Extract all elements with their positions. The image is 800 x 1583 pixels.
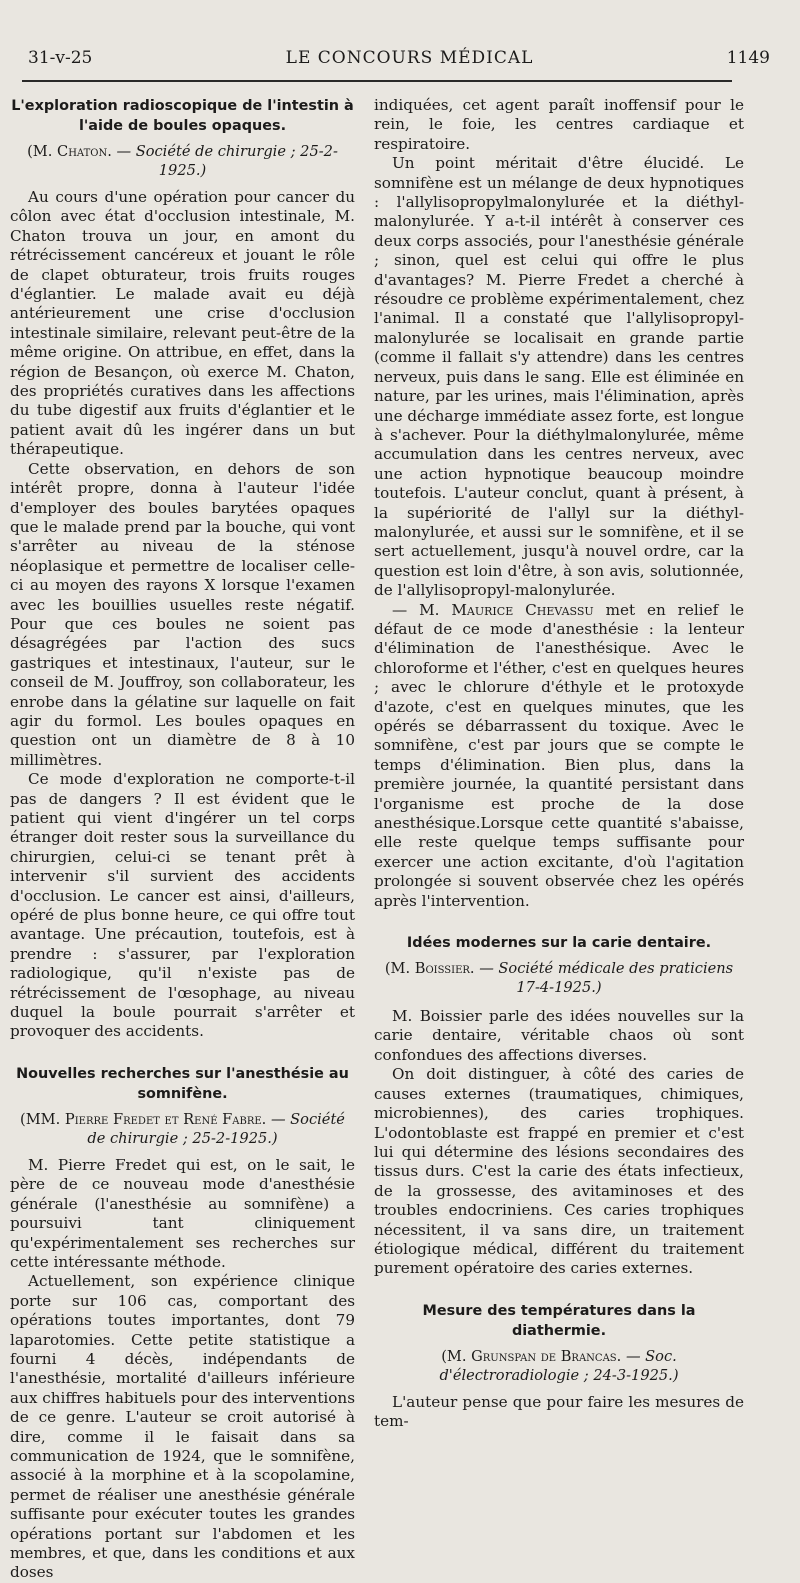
article-title: Idées modernes sur la carie dentaire. xyxy=(406,935,712,952)
article-author: (M. Boissier. xyxy=(384,960,475,978)
article-title: L'exploration radioscopique de l'intestin à l'aide de boules opaques. xyxy=(11,98,354,134)
paragraph: L'auteur pense que pour faire les mesures de tem- xyxy=(374,1392,744,1431)
left-column xyxy=(10,96,355,1583)
paragraph: M. Boissier parle des idées nouvelles sur la carie dentaire, véritable chaos où sont confondues des affections diverses. xyxy=(374,1007,744,1064)
right-column xyxy=(374,96,744,1432)
article-title: Nouvelles recherches sur l'anesthésie au somnifène. xyxy=(16,1065,349,1102)
article-reference xyxy=(374,1347,744,1385)
article-source: — Soc. d'électroradiologie ; 24-3-1925.) xyxy=(439,1347,679,1384)
paragraph: Cette observation, en dehors de son intérêt propre, donna à l'auteur l'idée d'employer des boules barytées opaques que le malade prend par la bouche, qui vont s'arrêter au niveau de la sténose néoplasique et permettre de localiser celle-ci au moyen des rayons X lorsque l'examen avec les bouillies usuelles reste négatif. Pour que ces boules ne soient pas désagrégées par l'action des sucs gastriques et intestinaux, l'auteur, sur le conseil de M. Jouffroy, son collaborateur, les enrobe dans la gélatine sur laquelle on fait agir du formol. Les boules opaques en question ont un diamètre de 8 à 10 millimètres. xyxy=(10,459,355,769)
article-author: (M. Chaton. xyxy=(27,143,112,160)
header-date: 31-v-25 xyxy=(28,48,93,68)
paragraph: Ce mode d'exploration ne comporte-t-il pas de dangers ? Il est évident que le patient qui vient d'ingérer un tel corps étranger doit rester sous la surveillance du chirurgien, celui-ci se tenant prêt à intervenir s'il survient des accidents d'occlusion. Le cancer est ainsi, d'ailleurs, opéré de plus bonne heure, ce qui offre tout avantage. Une précaution, toutefois, est à prendre : s'assurer, par l'exploration radiologique, qu'il n'existe pas de rétrécissement de l'œsophage, au niveau duquel la boule pourrait s'arrêter et provoquer des accidents. xyxy=(10,770,355,1041)
article-source: — Société de chirurgie ; 25-2-1925.) xyxy=(116,143,338,179)
article-reference xyxy=(10,1110,355,1148)
paragraph-author: — M. Maurice Chevassu xyxy=(392,600,594,619)
paragraph: Actuellement, son expérience clinique porte sur 106 cas, comportant des opérations toutes importantes, dont 79 laparotomies. Cette petite statistique a fourni 4 décès, indépendants de l'anesthésie, mortalité d'ailleurs inférieure aux chiffres habituels pour des interventions de ce genre. L'auteur se croit autorisé à dire, comme il le faisait dans sa communication de 1924, que le somnifène, associé à la morphine et à la scopolamine, permet de réaliser une anesthésie générale suffisante pour exécuter toutes les grandes opérations portant sur l'abdomen et les membres, et que, dans les conditions et aux doses xyxy=(10,1272,355,1582)
paragraph: M. Pierre Fredet qui est, on le sait, le père de ce nouveau mode d'anesthésie générale (l'anesthésie au somnifène) a poursuivi tant cliniquement qu'expérimentalement ses recherches sur cette intéressante méthode. xyxy=(10,1155,355,1271)
paragraph: Au cours d'une opération pour cancer du côlon avec état d'occlusion intestinale, M. Chaton trouva un jour, en amont du rétrécissement cancéreux et jouant le rôle de clapet obturateur, trois fruits rouges d'églantier. Le malade avait eu déjà antérieurement une crise d'occlusion intestinale similaire, relevant peut-être de la même origine. On attribue, en effet, dans la région de Besançon, où exerce M. Chaton, des propriétés curatives dans les affections du tube digestif aux fruits d'églantier et le patient avait dû les ingérer dans un but thérapeutique. xyxy=(10,188,355,459)
header-rule xyxy=(22,80,732,82)
article-source: — Société médicale des praticiens 17-4-1925.) xyxy=(479,960,734,997)
article-reference xyxy=(10,142,355,180)
article-title: Mesure des températures dans la diathermie. xyxy=(422,1302,696,1339)
article-author: (MM. Pierre Fredet et René Fabre. xyxy=(20,1110,267,1128)
page-number: 1149 xyxy=(726,48,770,68)
running-header xyxy=(28,48,770,74)
paragraph: indiquées, cet agent paraît inoffensif pour le rein, le foie, les centres cardiaque et respiratoire. xyxy=(374,96,744,153)
article-source: — Société de chirurgie ; 25-2-1925.) xyxy=(87,1110,345,1147)
article-reference xyxy=(374,959,744,997)
article-author: (M. Grunspan de Brancas. xyxy=(441,1347,622,1365)
paragraph: On doit distinguer, à côté des caries de causes externes (traumatiques, chimiques, microbiennes), des caries trophiques. L'odontoblaste est frappé en premier et c'est lui qui détermine des lésions secondaires des tissus durs. C'est la carie des états infectieux, de la grossesse, des avitaminoses et des troubles endocriniens. Ces caries trophiques nécessitent, il va sans dire, un traitement étiologique médical, différent du traitement purement opératoire des caries externes. xyxy=(374,1065,744,1278)
paragraph xyxy=(374,601,744,912)
journal-title: LE CONCOURS MÉDICAL xyxy=(285,48,534,68)
paragraph-text: met en relief le défaut de ce mode d'anesthésie : la lenteur d'élimination de l'anesthésique. Avec le chloroforme et l'éther, c'est en quelques heures ; avec le chlorure d'éthyle et le protoxyde d'azote, c'est en quelques minutes, que les opérés se débarrassent du toxique. Avec le somnifène, c'est par jours que se compte le temps d'élimination. Bien plus, dans la première journée, la quantité persistant dans l'organisme est proche de la dose anesthésique.Lorsque cette quantité s'abaisse, elle reste quelque temps suffisante pour exercer une action excitante, d'où l'agitation prolongée si souvent observée chez les opérés après l'intervention. xyxy=(374,600,744,910)
paragraph: Un point méritait d'être élucidé. Le somnifène est un mélange de deux hypnotiques : l'allylisopropylmalonylurée et la diéthyl-malonylurée. Y a-t-il intérêt à conserver ces deux corps associés, pour l'anesthésie générale ; sinon, quel est celui qui offre le plus d'avantages? M. Pierre Fredet a cherché à résoudre ce problème expérimentalement, chez l'animal. Il a constaté que l'allylisopropyl-malonylurée se localisait en grande partie (comme il fallait s'y attendre) dans les centres nerveux, puis dans le sang. Elle est éliminée en nature, par les urines, mais l'élimination, après une décharge immédiate assez forte, est longue à s'achever. Pour la diéthylmalonylurée, même accumulation dans les centres nerveux, avec une action hypnotique beaucoup moindre toutefois. L'auteur conclut, quant à présent, à la supériorité de l'allyl sur la diéthyl-malonylurée, et aussi sur le somnifène, et il se sert actuellement, jusqu'à nouvel ordre, car la question est loin d'être, à son avis, solutionnée, de l'allylisopropyl-malonylurée. xyxy=(374,154,744,600)
